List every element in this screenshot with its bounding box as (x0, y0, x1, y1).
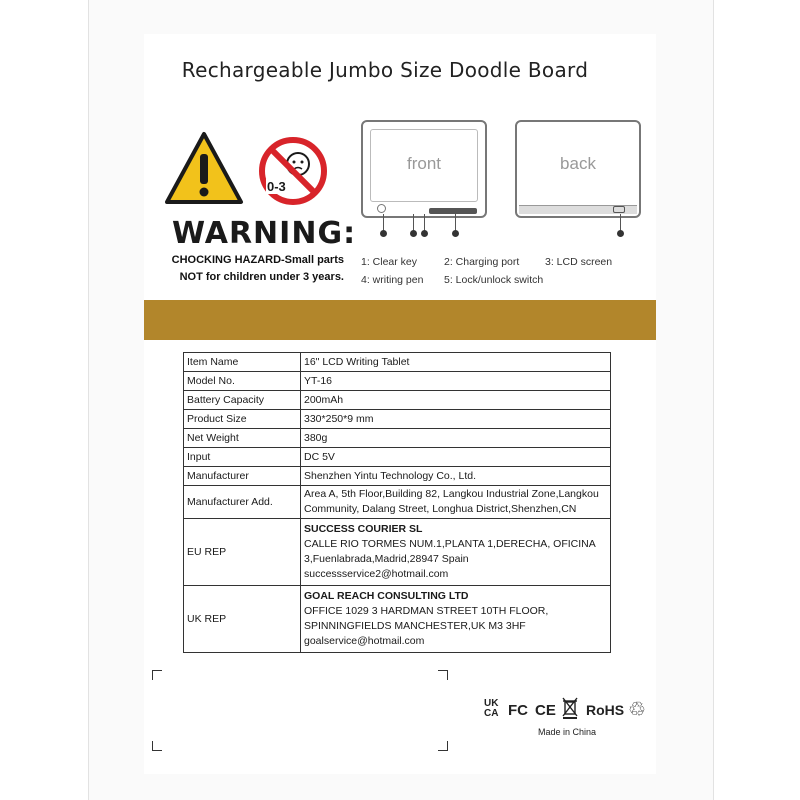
lock-switch-icon (613, 206, 625, 213)
callout-dot-4 (452, 230, 459, 237)
spec-value: YT-16 (301, 372, 611, 391)
fcc-mark: FC (508, 702, 528, 719)
spec-value: 16" LCD Writing Tablet (301, 353, 611, 372)
ce-mark: CE (535, 702, 556, 719)
crop-mark-top-right (438, 670, 448, 680)
warning-heading: WARNING: (172, 216, 357, 251)
spec-value: DC 5V (301, 448, 611, 467)
spec-key: EU REP (184, 519, 301, 586)
hazard-text (164, 252, 344, 286)
ukca-top: UK (484, 698, 499, 709)
uk-rep-line: SPINNINGFIELDS MANCHESTER,UK M3 3HF (304, 620, 526, 632)
eu-rep-email: successservice2@hotmail.com (304, 568, 449, 580)
uk-rep-name: GOAL REACH CONSULTING LTD (304, 590, 469, 602)
recycle-icon: ♲ (628, 699, 646, 721)
spec-value: 330*250*9 mm (301, 410, 611, 429)
gold-band (144, 300, 656, 340)
spec-key: Manufacturer (184, 467, 301, 486)
spec-key: Manufacturer Add. (184, 486, 301, 519)
legend-item-2: 2: Charging port (444, 256, 520, 268)
ukca-bottom: CA (484, 708, 499, 719)
uk-rep-email: goalservice@hotmail.com (304, 635, 425, 647)
spec-value: 380g (301, 429, 611, 448)
eu-rep-value (301, 519, 611, 586)
age-badge: 0-3 (267, 179, 286, 194)
eu-rep-name: SUCCESS COURIER SL (304, 523, 423, 535)
spec-key: Input (184, 448, 301, 467)
table-row (184, 467, 611, 486)
crop-mark-bottom-right (438, 741, 448, 751)
spec-value: 200mAh (301, 391, 611, 410)
legend-item-1: 1: Clear key (361, 256, 418, 268)
hazard-line-1: CHOCKING HAZARD-Small parts (171, 254, 344, 266)
warning-triangle-icon (163, 130, 245, 206)
address-line: Area A, 5th Floor,Building 82, Langkou Industrial Zone,Langkou (304, 488, 599, 500)
table-row (184, 353, 611, 372)
product-title: Rechargeable Jumbo Size Doodle Board (181, 58, 589, 82)
table-row (184, 372, 611, 391)
rohs-mark: RoHS (586, 702, 625, 718)
spec-key: UK REP (184, 586, 301, 653)
table-row (184, 586, 611, 653)
spec-key: Product Size (184, 410, 301, 429)
legend-item-5: 5: Lock/unlock switch (444, 274, 544, 286)
weee-bin-icon (562, 697, 578, 719)
callout-dot-1 (380, 230, 387, 237)
table-row (184, 486, 611, 519)
table-row (184, 519, 611, 586)
pen-slot-icon (429, 208, 477, 214)
spec-value: Shenzhen Yintu Technology Co., Ltd. (301, 467, 611, 486)
clear-key-icon (377, 204, 386, 213)
ukca-mark (484, 699, 498, 719)
table-row (184, 429, 611, 448)
callout-dot-3 (421, 230, 428, 237)
legend-item-3: 3: LCD screen (545, 256, 613, 268)
spec-key: Model No. (184, 372, 301, 391)
address-line: Community, Dalang Street, Longhua District,Shenzhen,CN (304, 503, 577, 515)
uk-rep-line: OFFICE 1029 3 HARDMAN STREET 10TH FLOOR, (304, 605, 549, 617)
eu-rep-line: CALLE RIO TORMES NUM.1,PLANTA 1,DERECHA, OFICINA (304, 538, 596, 550)
table-row (184, 410, 611, 429)
no-children-under-3-icon (258, 136, 328, 206)
back-label: back (560, 154, 596, 173)
uk-rep-value (301, 586, 611, 653)
legend-item-4: 4: writing pen (361, 274, 424, 286)
spec-key: Item Name (184, 353, 301, 372)
spec-value (301, 486, 611, 519)
crop-mark-top-left (152, 670, 162, 680)
device-back-illustration (515, 120, 641, 218)
spec-key: Battery Capacity (184, 391, 301, 410)
spec-key: Net Weight (184, 429, 301, 448)
eu-rep-line: 3,Fuenlabrada,Madrid,28947 Spain (304, 553, 469, 565)
callout-dot-2 (410, 230, 417, 237)
made-in-label: Made in China (538, 727, 597, 737)
spec-table (183, 352, 611, 653)
front-label: front (406, 154, 442, 173)
table-row (184, 448, 611, 467)
lcd-screen-outline (370, 129, 478, 202)
device-front-illustration (361, 120, 487, 218)
hazard-line-2: NOT for children under 3 years. (179, 271, 344, 283)
callout-dot-5 (617, 230, 624, 237)
crop-mark-bottom-left (152, 741, 162, 751)
table-row (184, 391, 611, 410)
